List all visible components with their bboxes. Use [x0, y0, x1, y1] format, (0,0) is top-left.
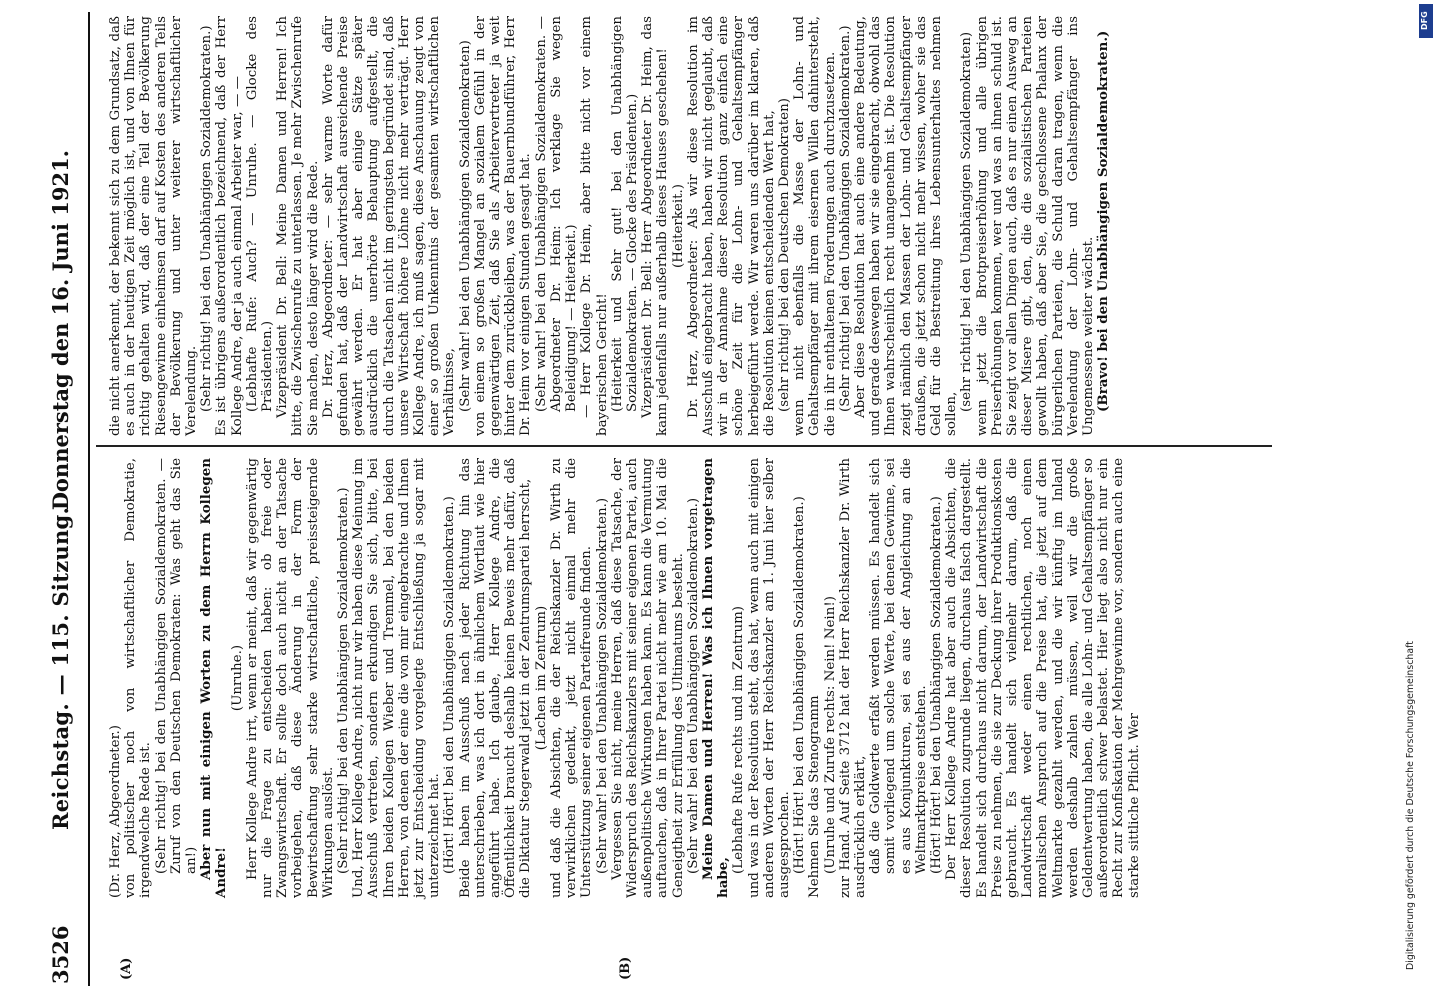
paragraph: zur Hand. Auf Seite 3712 hat der Herr Reichskanzler Dr. Wirth ausdrücklich erklärt,	[837, 458, 868, 898]
page-header	[40, 0, 84, 1000]
paragraph: Der Herr Kollege Andre hat aber auch die Absichten, die dieser Resolution zugrunde liegen, durchaus falsch dargestellt. Es handelt sich durchaus nicht darum, der Landwirtschaft die Preise zu nehmen, die sie zur Deckung ihrer Produktionskosten gebraucht. Es handelt sich vielmehr darum, daß die Landwirtschaft weder einen rechtlichen, noch einen moralischen Anspruch auf die Preise hat, die jetzt auf dem Weltmarkte gezahlt werden, und die wir künftig im Inland werden deshalb zahlen müssen, weil wir die große Geldentwertung haben, die alle Lohn- und Gehaltsempfänger so außerordentlich schwer belastet. Hier liegt also nicht nur ein Recht zur Konfiskation der Mehrgewinne vor, sondern auch eine starke sittliche Pflicht. Wer	[944, 458, 1142, 898]
interjection: (Heiterkeit.)	[670, 184, 686, 268]
paragraph: Aber diese Resolution hat auch eine andere Bedeutung, und gerade deswegen haben wir sie eingebracht, obwohl das Ihnen wahrscheinlich recht unangenehm ist. Die Resolution zeigt nämlich den Massen der Lohn- und Gehaltsempfänger draußen, die jetzt schon nicht mehr wissen, woher sie das Geld für die Bestreitung ihres Lebensunterhaltes nehmen sollen,	[852, 16, 960, 436]
paragraph: Aber nun mit einigen Worten zu dem Herrn Kollegen Andre!	[198, 458, 230, 898]
paragraph: Dr. Herz, Abgeordneter: — sehr warme Worte dafür gefunden hat, daß der Landwirtschaft ausreichende Preise gewährt werden. Er hat aber einige Sätze später ausdrücklich die unerhörte Behauptung aufgestellt, die durch die Tatsachen nicht im geringsten begründet sind, daß unsere Wirtschaft höhere Löhne nicht mehr verträgt. Herr Kollege Andre, ich muß sagen, diese Anschauung zeugt von einer so großen Unkenntnis der gesamten wirtschaftlichen Verhältnisse,	[320, 16, 458, 436]
digitization-credit	[1395, 0, 1433, 1000]
paragraph: Vizepräsident Dr. Bell: Herr Abgeordneter Dr. Heim, das kann jedenfalls nur außerhalb dieses Hauses geschehen!	[640, 16, 671, 436]
margin-marker-a: (A)	[119, 957, 134, 980]
paragraph: und was in der Resolution steht, das hat, wenn auch mit einigen anderen Worten der Herr Reichskanzler am 1. Juni hier selber ausgesprochen.	[746, 458, 792, 898]
interjection: (Sehr richtig! bei den Unabhängigen Sozialdemokraten.)	[837, 25, 853, 412]
paragraph: Beide haben im Ausschuß nach jeder Richtung hin das unterschrieben, was ich dort in ähnlichem Wortlaut wie hier angeführt habe. Ich glaube, Herr Kollege Andre, die Öffentlichkeit braucht deshalb keinen Beweis mehr dafür, daß die Diktatur Stegerwald jetzt in der Zentrumspartei herrscht,	[457, 458, 534, 898]
paragraph: Es ist übrigens außerordentlich bezeichnend, daß der Herr Kollege Andre, der ja auch einmal Arbeiter war, — —	[214, 16, 245, 436]
interjection: (Lebhafte Rufe rechts und im Zentrum)	[731, 605, 747, 874]
session-date: Donnerstag den 16. Juni 1921.	[48, 150, 73, 511]
paragraph: wenn nicht ebenfalls die Masse der Lohn- und Gehaltsempfänger mit ihrem eisernen Willen dahintersteht, die in ihr enthaltenen Forderungen auch durchzusetzen.	[792, 16, 838, 436]
paragraph: Herr Kollege Andre irrt, wenn er meint, daß wir gegenwärtig nur die Frage zu entscheiden haben: ob freie oder Zwangswirtschaft. Er sollte doch auch nicht an der Tatsache vorbeigehen, daß diese Änderung in der Form der Bewirtschaftung sehr starke wirtschaftliche, preissteigernde Wirkungen auslöst.	[244, 458, 336, 898]
interjection: (Hört! Hört! bei den Unabhängigen Sozialdemokraten.)	[928, 496, 944, 874]
paragraph: wenn jetzt die Brotpreiserhöhung und alle übrigen Preiserhöhungen kommen, wer und was an ihnen schuld ist. Sie zeigt vor allen Dingen auch, daß es nur einen Ausweg an dieser Misere gibt, den, die die sozialistischen Parteien gewollt haben, daß aber Sie, die geschlossene Phalanx der bürgerlichen Parteien, die Schuld daran tragen, wenn die Verelendung der Lohn- und Gehaltsempfänger ins Ungemessene weiter wächst.	[974, 16, 1096, 436]
paragraph: Vizepräsident Dr. Bell: Meine Damen und Herren! Ich bitte, die Zwischenrufe zu unterlassen. Je mehr Zwischenrufe Sie machen, desto länger wird die Rede.	[275, 16, 321, 436]
paragraph: Meine Damen und Herren! Was ich Ihnen vorgetragen habe,	[699, 458, 732, 898]
session-title: Reichstag. — 115. Sitzung.	[48, 506, 73, 830]
credit-text: Digitalisierung gefördert durch die Deutsche Forschungsgemeinschaft	[1405, 641, 1416, 970]
paragraph: Und, Herr Kollege Andre, nicht nur wir haben diese Meinung im Ausschuß vertreten, sondern erkundigen Sie sich, bitte, bei Ihren beiden Kollegen Wieber und Tremmel, bei den beiden Herren, von denen der eine die von mir eingebrachte und Ihnen jetzt zur Entscheidung vorgelegte Entschließung ja sogar mit unterzeichnet hat.	[351, 458, 443, 898]
interjection: (Heiterkeit und Sehr gut! bei den Unabhängigen Sozialdemokraten. — Glocke des Präsidenten.)	[609, 16, 640, 412]
margin-marker-b: (B)	[618, 956, 633, 980]
paragraph: die nicht anerkennt, der bekennt sich zu dem Grundsatz, daß es auch in der heutigen Zeit möglich ist, und von Ihnen für richtig gehalten wird, daß der eine Teil der Bevölkerung Riesengewinne einheimsen darf auf Kosten des anderen Teils der Bevölkerung und unter weiterer wirtschaftlicher Verelendung.	[108, 16, 200, 436]
interjection: (Sehr richtig! bei den Unabhängigen Sozialdemokraten. — Zuruf von den Deutschen Demokraten: Was geht das Sie an!)	[153, 458, 200, 874]
quotation: daß die Goldwerte erfaßt werden müssen. Es handelt sich somit vorliegend um solche Werte, bei denen Gewinne, sei es aus Konjunkturen, sei es aus der Angleichung an die Weltmarktpreise entstehen.	[868, 458, 929, 874]
paragraph: Nehmen Sie das Stenogramm	[807, 695, 823, 898]
paragraph: und daß die Absichten, die der Reichskanzler Dr. Wirth zu verwirklichen gedenkt, jetzt nicht einmal mehr die Unterstützung seiner eigenen Parteifreunde finden.	[548, 458, 595, 898]
paragraph: — Herr Kollege Dr. Heim, aber bitte nicht vor einem bayerischen Gericht!	[579, 16, 610, 436]
interjection: (Sehr richtig! bei den Unabhängigen Sozialdemokraten.)	[199, 25, 215, 412]
paragraph: Vergessen Sie nicht, meine Herren, daß diese Tatsache, der Widerspruch des Reichskanzlers mit seiner eigenen Partei, auch außenpolitische Wirkungen haben kann. Es kann die Vermutung auftauchen, daß in Ihrer Partei nicht mehr wie am 10. Mai die Geneigtheit zur Erfüllung des Ultimatums besteht.	[609, 458, 686, 898]
speaker-reference: (Dr. Herz, Abgeordneter.)	[108, 724, 123, 898]
interjection: (Sehr wahr! bei den Unabhängigen Sozialdemokraten)	[457, 40, 473, 412]
left-column	[108, 458, 1268, 898]
interjection: (Lebhafte Rufe: Auch? — Unruhe. — Glocke des Präsidenten.)	[244, 16, 276, 412]
page-number: 3526	[48, 925, 73, 984]
interjection: (Sehr wahr! bei den Unabhängigen Sozialdemokraten.)	[685, 497, 701, 874]
interjection: (Sehr richtig! bei den Unabhängigen Sozialdemokraten.)	[336, 487, 352, 874]
interjection: (Lachen im Zentrum)	[533, 605, 549, 751]
paragraph: Dr. Herz, Abgeordneter: Als wir diese Resolution im Ausschuß eingebracht haben, haben wir nicht geglaubt, daß wir in der Annahme dieser Resolution ganz einfach eine schöne Zeit für die Lohn- und Gehaltsempfänger herbeigeführt werde. Wir waren uns darüber im klaren, daß die Resolution keinen entscheidenden Wert hat,	[685, 16, 777, 436]
interjection: (Sehr wahr! bei den Unabhängigen Sozialdemokraten.)	[594, 497, 610, 874]
interjection: (Unruhe und Zurufe rechts: Nein! Nein!)	[822, 596, 838, 874]
interjection: (Unruhe.)	[229, 644, 245, 712]
interjection: (Sehr wahr! bei den Unabhängigen Sozialdemokraten. — Abgeordneter Dr. Heim: Ich verklage Sie wegen Beleidigung! — Heiterkeit.)	[533, 16, 580, 412]
interjection: (sehr richtig! bei den Deutschen Demokraten)	[776, 98, 792, 412]
paragraph: von politischer noch von wirtschaftlicher Demokratie, irgendwelche Rede ist.	[123, 458, 154, 898]
interjection: (Hört! Hört! bei den Unabhängigen Sozialdemokraten.)	[792, 496, 808, 874]
interjection: (Hört! Hört! bei den Unabhängigen Sozialdemokraten.)	[442, 496, 458, 874]
dfg-logo	[1419, 4, 1433, 38]
interjection: (sehr richtig! bei den Unabhängigen Sozialdemokraten)	[959, 31, 975, 412]
right-column	[108, 16, 1268, 436]
paragraph: von einem so großen Mangel an sozialem Gefühl in der gegenwärtigen Zeit, daß Sie als Arbeitervertreter ja weit hinter dem zurückbleiben, was der Bauernbundführer, Herr Dr. Heim vor einigen Stunden gesagt hat.	[472, 16, 534, 436]
column-divider	[96, 445, 1272, 447]
dfg-logo-text: DFG	[1420, 11, 1429, 30]
interjection: (Bravo! bei den Unabhängigen Sozialdemokraten.)	[1095, 30, 1112, 412]
header-rule	[88, 12, 90, 986]
